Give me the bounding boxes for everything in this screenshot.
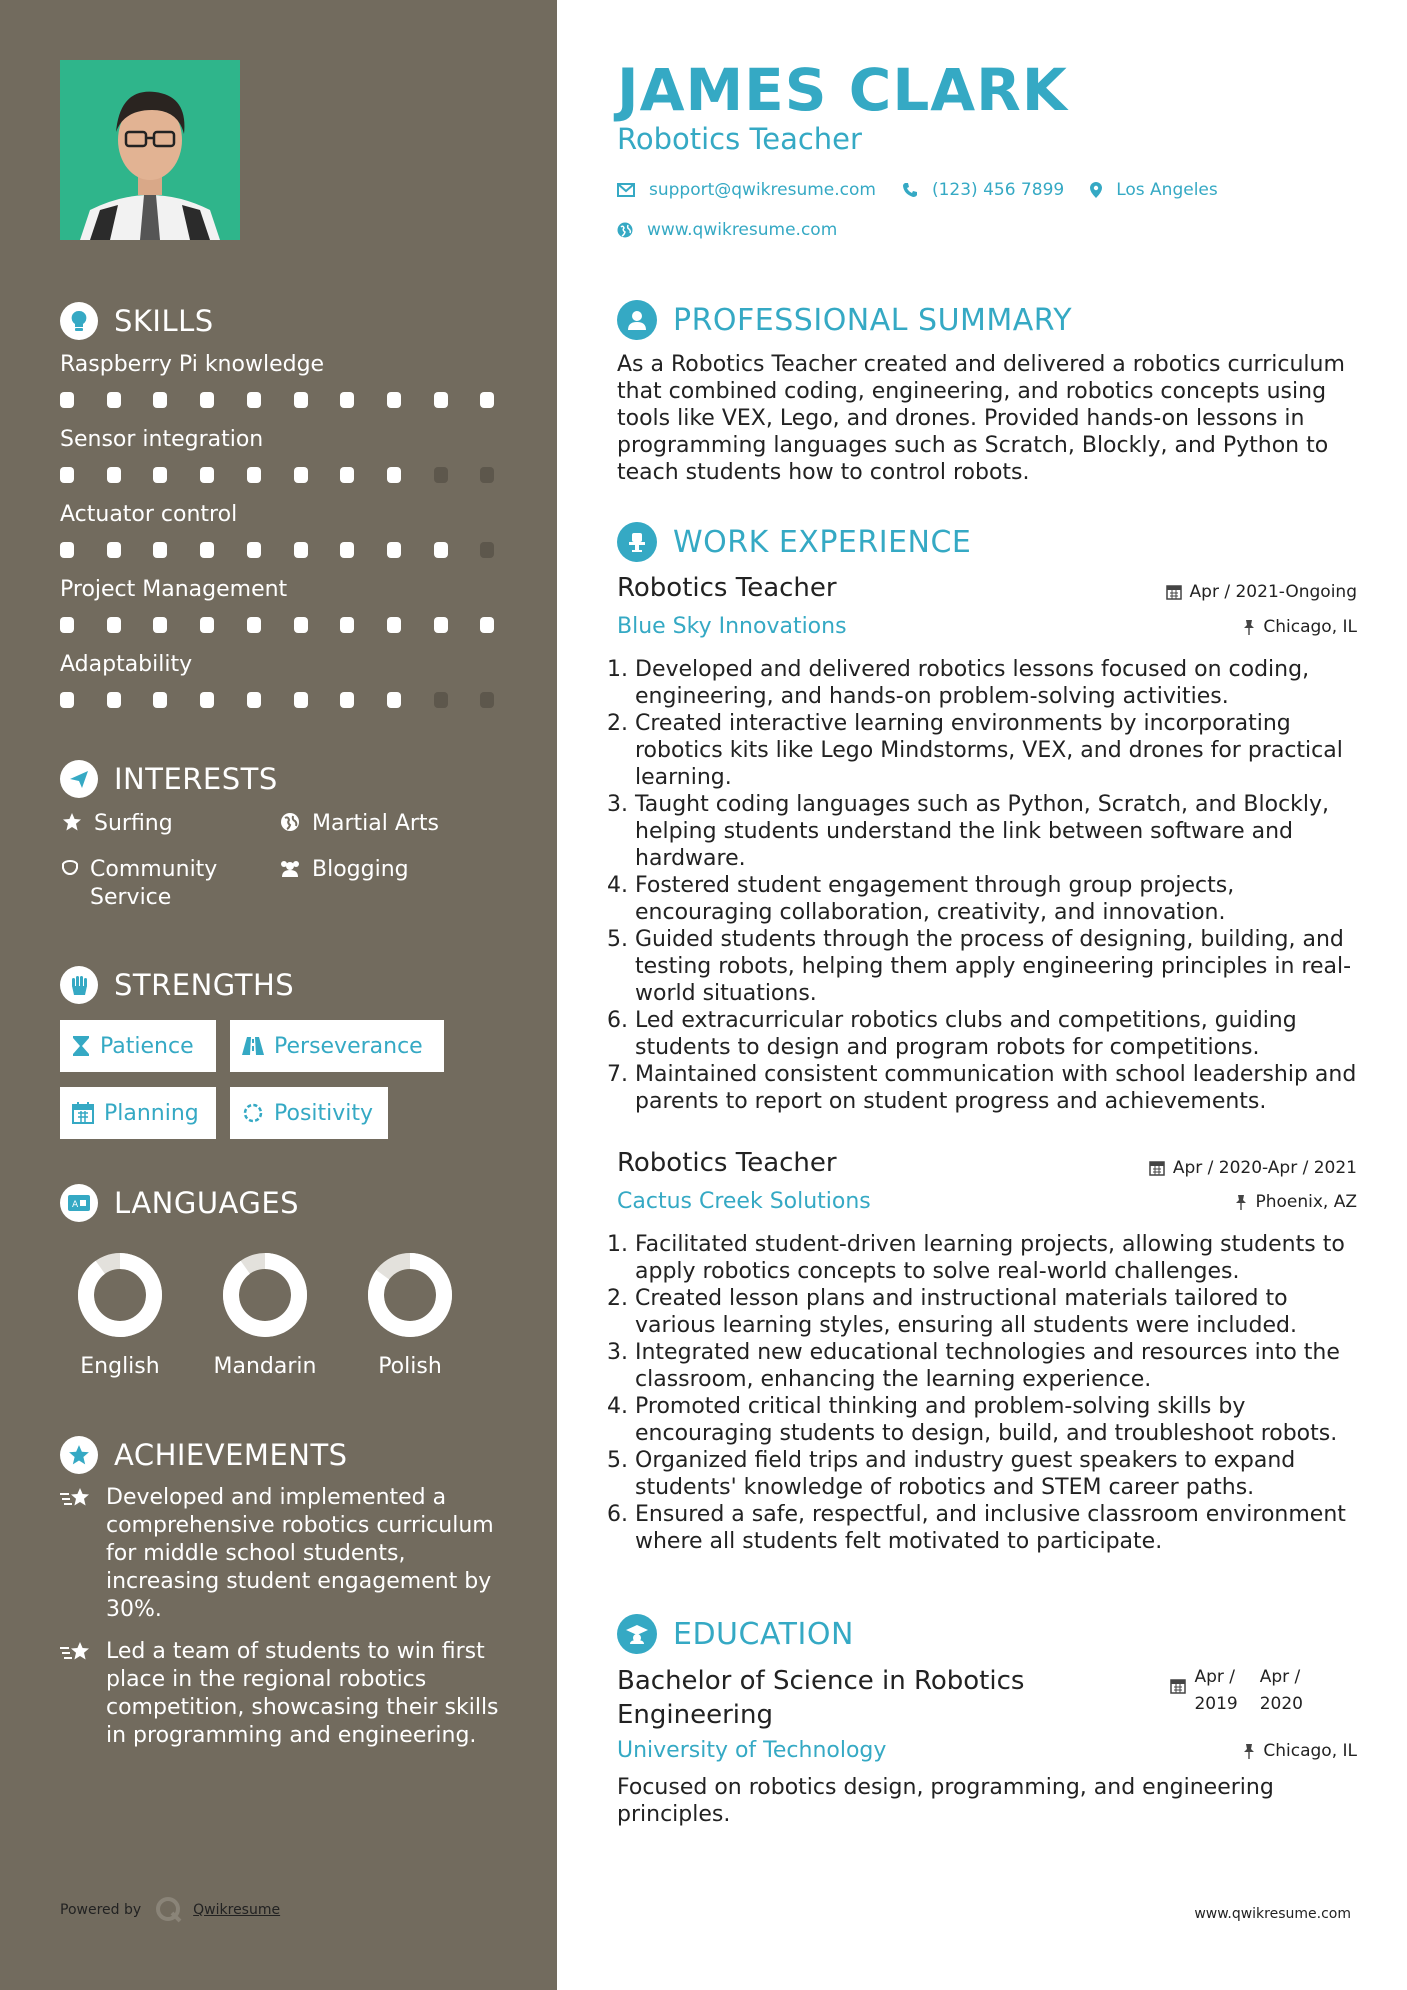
paper-plane-icon xyxy=(60,760,98,798)
hand-icon xyxy=(60,856,80,878)
skill-label: Project Management xyxy=(60,577,288,602)
job-title: Robotics Teacher xyxy=(617,573,837,603)
strength-planning: Planning xyxy=(60,1087,216,1139)
skill-dot-filled xyxy=(247,467,261,483)
duty-item: 1. Developed and delivered robotics lessons focused on coding, engineering, and hands-on problem-solving activities. xyxy=(635,656,1357,710)
duty-item: 4. Fostered student engagement through group projects, encouraging collaboration, creativity, and innovation. xyxy=(635,872,1357,926)
skill-dot-filled xyxy=(294,617,308,633)
education-end: Apr / 2020 xyxy=(1259,1667,1303,1714)
skill-sensor-integration xyxy=(60,427,500,452)
candidate-name: JAMES CLARK xyxy=(617,56,1068,124)
language-polish: Polish xyxy=(345,1250,475,1379)
school-name: University of Technology xyxy=(617,1738,887,1763)
skill-dot-filled xyxy=(387,692,401,708)
skill-dot-filled xyxy=(200,692,214,708)
skill-dot-filled xyxy=(340,617,354,633)
skill-dot-empty xyxy=(480,467,494,483)
skill-dot-filled xyxy=(434,617,448,633)
education-dates xyxy=(1170,1664,1325,1718)
experience-heading: WORK EXPERIENCE xyxy=(617,522,971,562)
calendar-icon xyxy=(72,1102,94,1124)
skill-rating xyxy=(60,542,500,558)
duty-item: 5. Organized field trips and industry guest speakers to expand students' knowledge of robotics and STEM career paths. xyxy=(635,1447,1357,1501)
job-duties xyxy=(617,1231,1357,1555)
skill-label: Actuator control xyxy=(60,502,238,527)
sidebar xyxy=(0,0,557,1990)
skill-dot-filled xyxy=(107,467,121,483)
duty-item: 7. Maintained consistent communication with school leadership and parents to report on student progress and achievements. xyxy=(635,1061,1357,1115)
skill-dot-filled xyxy=(294,467,308,483)
skill-dot-filled xyxy=(480,617,494,633)
achievement-item: Developed and implemented a comprehensive robotics curriculum for middle school students, increasing student engagement by 30%. xyxy=(60,1484,500,1624)
skills-heading: SKILLS xyxy=(60,302,214,340)
skill-actuator-control xyxy=(60,502,500,527)
language-icon xyxy=(60,1184,98,1222)
shooting-star-icon xyxy=(60,1638,94,1750)
duty-item: 6. Led extracurricular robotics clubs and competitions, guiding students to design and program robots for competitions. xyxy=(635,1007,1357,1061)
interest-surfing: Surfing xyxy=(60,810,173,838)
skill-dot-filled xyxy=(107,542,121,558)
duty-item: 5. Guided students through the process of designing, building, and testing robots, helping them apply engineering principles in real-world situations. xyxy=(635,926,1357,1007)
skill-dot-filled xyxy=(200,617,214,633)
star-icon xyxy=(60,810,84,832)
skill-label: Sensor integration xyxy=(60,427,264,452)
phone-icon xyxy=(902,182,918,198)
skill-dot-filled xyxy=(387,542,401,558)
duty-item: 2. Created interactive learning environments by incorporating robotics kits like Lego Mindstorms, VEX, and drones for practical learning. xyxy=(635,710,1357,791)
podium-icon xyxy=(617,522,657,562)
skill-dot-filled xyxy=(153,467,167,483)
interests-heading: INTERESTS xyxy=(60,760,278,798)
skill-dot-filled xyxy=(340,467,354,483)
strength-positivity: Positivity xyxy=(230,1087,388,1139)
qwikresume-link[interactable]: Qwikresume xyxy=(193,1902,281,1918)
skill-dot-filled xyxy=(153,692,167,708)
svg-text:A: A xyxy=(72,1200,79,1210)
map-marker-icon xyxy=(1090,182,1102,198)
skill-dot-filled xyxy=(294,692,308,708)
powered-by: Powered by Qwikresume xyxy=(60,1896,280,1924)
proficiency-ring xyxy=(220,1250,310,1340)
skill-dot-filled xyxy=(340,692,354,708)
contact-row xyxy=(617,180,1244,200)
job-location: Chicago, IL xyxy=(1243,617,1357,637)
contact-website[interactable]: www.qwikresume.com xyxy=(617,220,837,240)
calendar-icon xyxy=(1149,1160,1165,1176)
skill-dot-filled xyxy=(247,392,261,408)
skill-adaptability xyxy=(60,652,500,677)
achievements-heading: ACHIEVEMENTS xyxy=(60,1436,348,1474)
skill-dot-filled xyxy=(247,692,261,708)
calendar-icon xyxy=(1170,1678,1186,1694)
skill-dot-filled xyxy=(60,542,74,558)
contact-email[interactable]: support@qwikresume.com xyxy=(617,180,876,200)
skill-dot-empty xyxy=(480,692,494,708)
skill-dot-filled xyxy=(480,392,494,408)
skill-dot-filled xyxy=(434,542,448,558)
strength-patience: Patience xyxy=(60,1020,216,1072)
lightbulb-icon xyxy=(60,302,98,340)
job-duties xyxy=(617,656,1357,1115)
shooting-star-icon xyxy=(60,1484,94,1624)
languages-heading: A LANGUAGES xyxy=(60,1184,299,1222)
skill-rating xyxy=(60,392,500,408)
interest-blogging: Blogging xyxy=(278,856,409,884)
skill-dot-filled xyxy=(247,542,261,558)
education-start: Apr / 2019 xyxy=(1194,1667,1238,1714)
duty-item: 2. Created lesson plans and instructional materials tailored to various learning styles, ensuring all students were included. xyxy=(635,1285,1357,1339)
candidate-role: Robotics Teacher xyxy=(617,122,862,156)
contact-phone[interactable]: (123) 456 7899 xyxy=(902,180,1064,200)
skill-dot-filled xyxy=(200,467,214,483)
job-location: Phoenix, AZ xyxy=(1235,1192,1357,1212)
skill-dot-filled xyxy=(107,692,121,708)
pin-icon xyxy=(1243,619,1255,635)
achievement-item: Led a team of students to win first place in the regional robotics competition, showcasing their skills in programming and engineering. xyxy=(60,1638,500,1750)
summary-text: As a Robotics Teacher created and delivered a robotics curriculum that combined coding, engineering, and robotics concepts using tools like VEX, Lego, and drones. Provided hands-on lessons in programming languages such as Scratch, Blockly, and Python to teach students how to control robots. xyxy=(617,352,1345,485)
job-dates: Apr / 2020-Apr / 2021 xyxy=(1149,1158,1357,1178)
spinner-icon xyxy=(242,1102,264,1124)
duty-item: 3. Taught coding languages such as Python, Scratch, and Blockly, helping students understand the link between software and hardware. xyxy=(635,791,1357,872)
pin-icon xyxy=(1235,1194,1247,1210)
pin-icon xyxy=(1243,1743,1255,1759)
skill-dot-filled xyxy=(60,467,74,483)
skill-dot-filled xyxy=(107,617,121,633)
duty-item: 6. Ensured a safe, respectful, and inclusive classroom environment where all students felt motivated to participate. xyxy=(635,1501,1357,1555)
strength-perseverance: Perseverance xyxy=(230,1020,444,1072)
skill-dot-empty xyxy=(480,542,494,558)
envelope-icon xyxy=(617,183,635,197)
skill-dot-filled xyxy=(434,392,448,408)
star-badge-icon xyxy=(60,1436,98,1474)
skill-dot-filled xyxy=(340,392,354,408)
skill-dot-filled xyxy=(60,392,74,408)
skill-project-management xyxy=(60,577,500,602)
summary-heading: PROFESSIONAL SUMMARY xyxy=(617,300,1072,340)
job-company: Blue Sky Innovations xyxy=(617,614,847,639)
skill-dot-filled xyxy=(107,392,121,408)
user-icon xyxy=(617,300,657,340)
skill-rating xyxy=(60,692,500,708)
fist-icon xyxy=(60,966,98,1004)
education-description: Focused on robotics design, programming, and engineering principles. xyxy=(617,1775,1274,1827)
hourglass-icon xyxy=(72,1035,90,1057)
skill-dot-filled xyxy=(294,542,308,558)
globe-icon xyxy=(617,222,633,238)
strengths-heading: STRENGTHS xyxy=(60,966,294,1004)
skill-label: Adaptability xyxy=(60,652,193,677)
language-mandarin: Mandarin xyxy=(200,1250,330,1379)
globe-icon xyxy=(278,810,302,832)
job-dates: Apr / 2021-Ongoing xyxy=(1166,582,1357,602)
skill-raspberry-pi xyxy=(60,352,500,377)
education-location: Chicago, IL xyxy=(1243,1741,1357,1761)
skill-dot-filled xyxy=(153,617,167,633)
skill-dot-filled xyxy=(60,692,74,708)
qwikresume-logo-icon xyxy=(155,1896,183,1924)
skill-dot-filled xyxy=(294,392,308,408)
duty-item: 1. Facilitated student-driven learning projects, allowing students to apply robotics concepts to solve real-world challenges. xyxy=(635,1231,1357,1285)
skill-dot-filled xyxy=(340,542,354,558)
interest-community-service: Community Service xyxy=(60,856,260,912)
skill-label: Raspberry Pi knowledge xyxy=(60,352,325,377)
interest-martial-arts: Martial Arts xyxy=(278,810,439,838)
graduate-icon xyxy=(617,1614,657,1654)
road-icon xyxy=(242,1037,264,1055)
language-english: English xyxy=(55,1250,185,1379)
proficiency-ring xyxy=(365,1250,455,1340)
calendar-icon xyxy=(1166,584,1182,600)
education-heading: EDUCATION xyxy=(617,1614,854,1654)
degree-title: Bachelor of Science in Robotics Engineering xyxy=(617,1666,1025,1730)
skill-dot-filled xyxy=(200,392,214,408)
skill-dot-filled xyxy=(153,392,167,408)
contact-location: Los Angeles xyxy=(1090,180,1218,200)
skill-dot-filled xyxy=(153,542,167,558)
skill-dot-filled xyxy=(387,467,401,483)
job-title: Robotics Teacher xyxy=(617,1148,837,1178)
skill-dot-empty xyxy=(434,467,448,483)
skill-dot-filled xyxy=(247,617,261,633)
duty-item: 3. Integrated new educational technologies and resources into the classroom, enhancing the learning experience. xyxy=(635,1339,1357,1393)
skill-dot-empty xyxy=(434,692,448,708)
footer-website[interactable]: www.qwikresume.com xyxy=(1194,1906,1351,1922)
skill-rating xyxy=(60,617,500,633)
skill-dot-filled xyxy=(200,542,214,558)
skill-rating xyxy=(60,467,500,483)
proficiency-ring xyxy=(75,1250,165,1340)
job-company: Cactus Creek Solutions xyxy=(617,1189,871,1214)
skill-dot-filled xyxy=(387,392,401,408)
skill-dot-filled xyxy=(387,617,401,633)
skill-dot-filled xyxy=(60,617,74,633)
users-icon xyxy=(278,856,302,878)
profile-photo xyxy=(60,60,240,240)
duty-item: 4. Promoted critical thinking and problem-solving skills by encouraging students to design, build, and troubleshoot robots. xyxy=(635,1393,1357,1447)
